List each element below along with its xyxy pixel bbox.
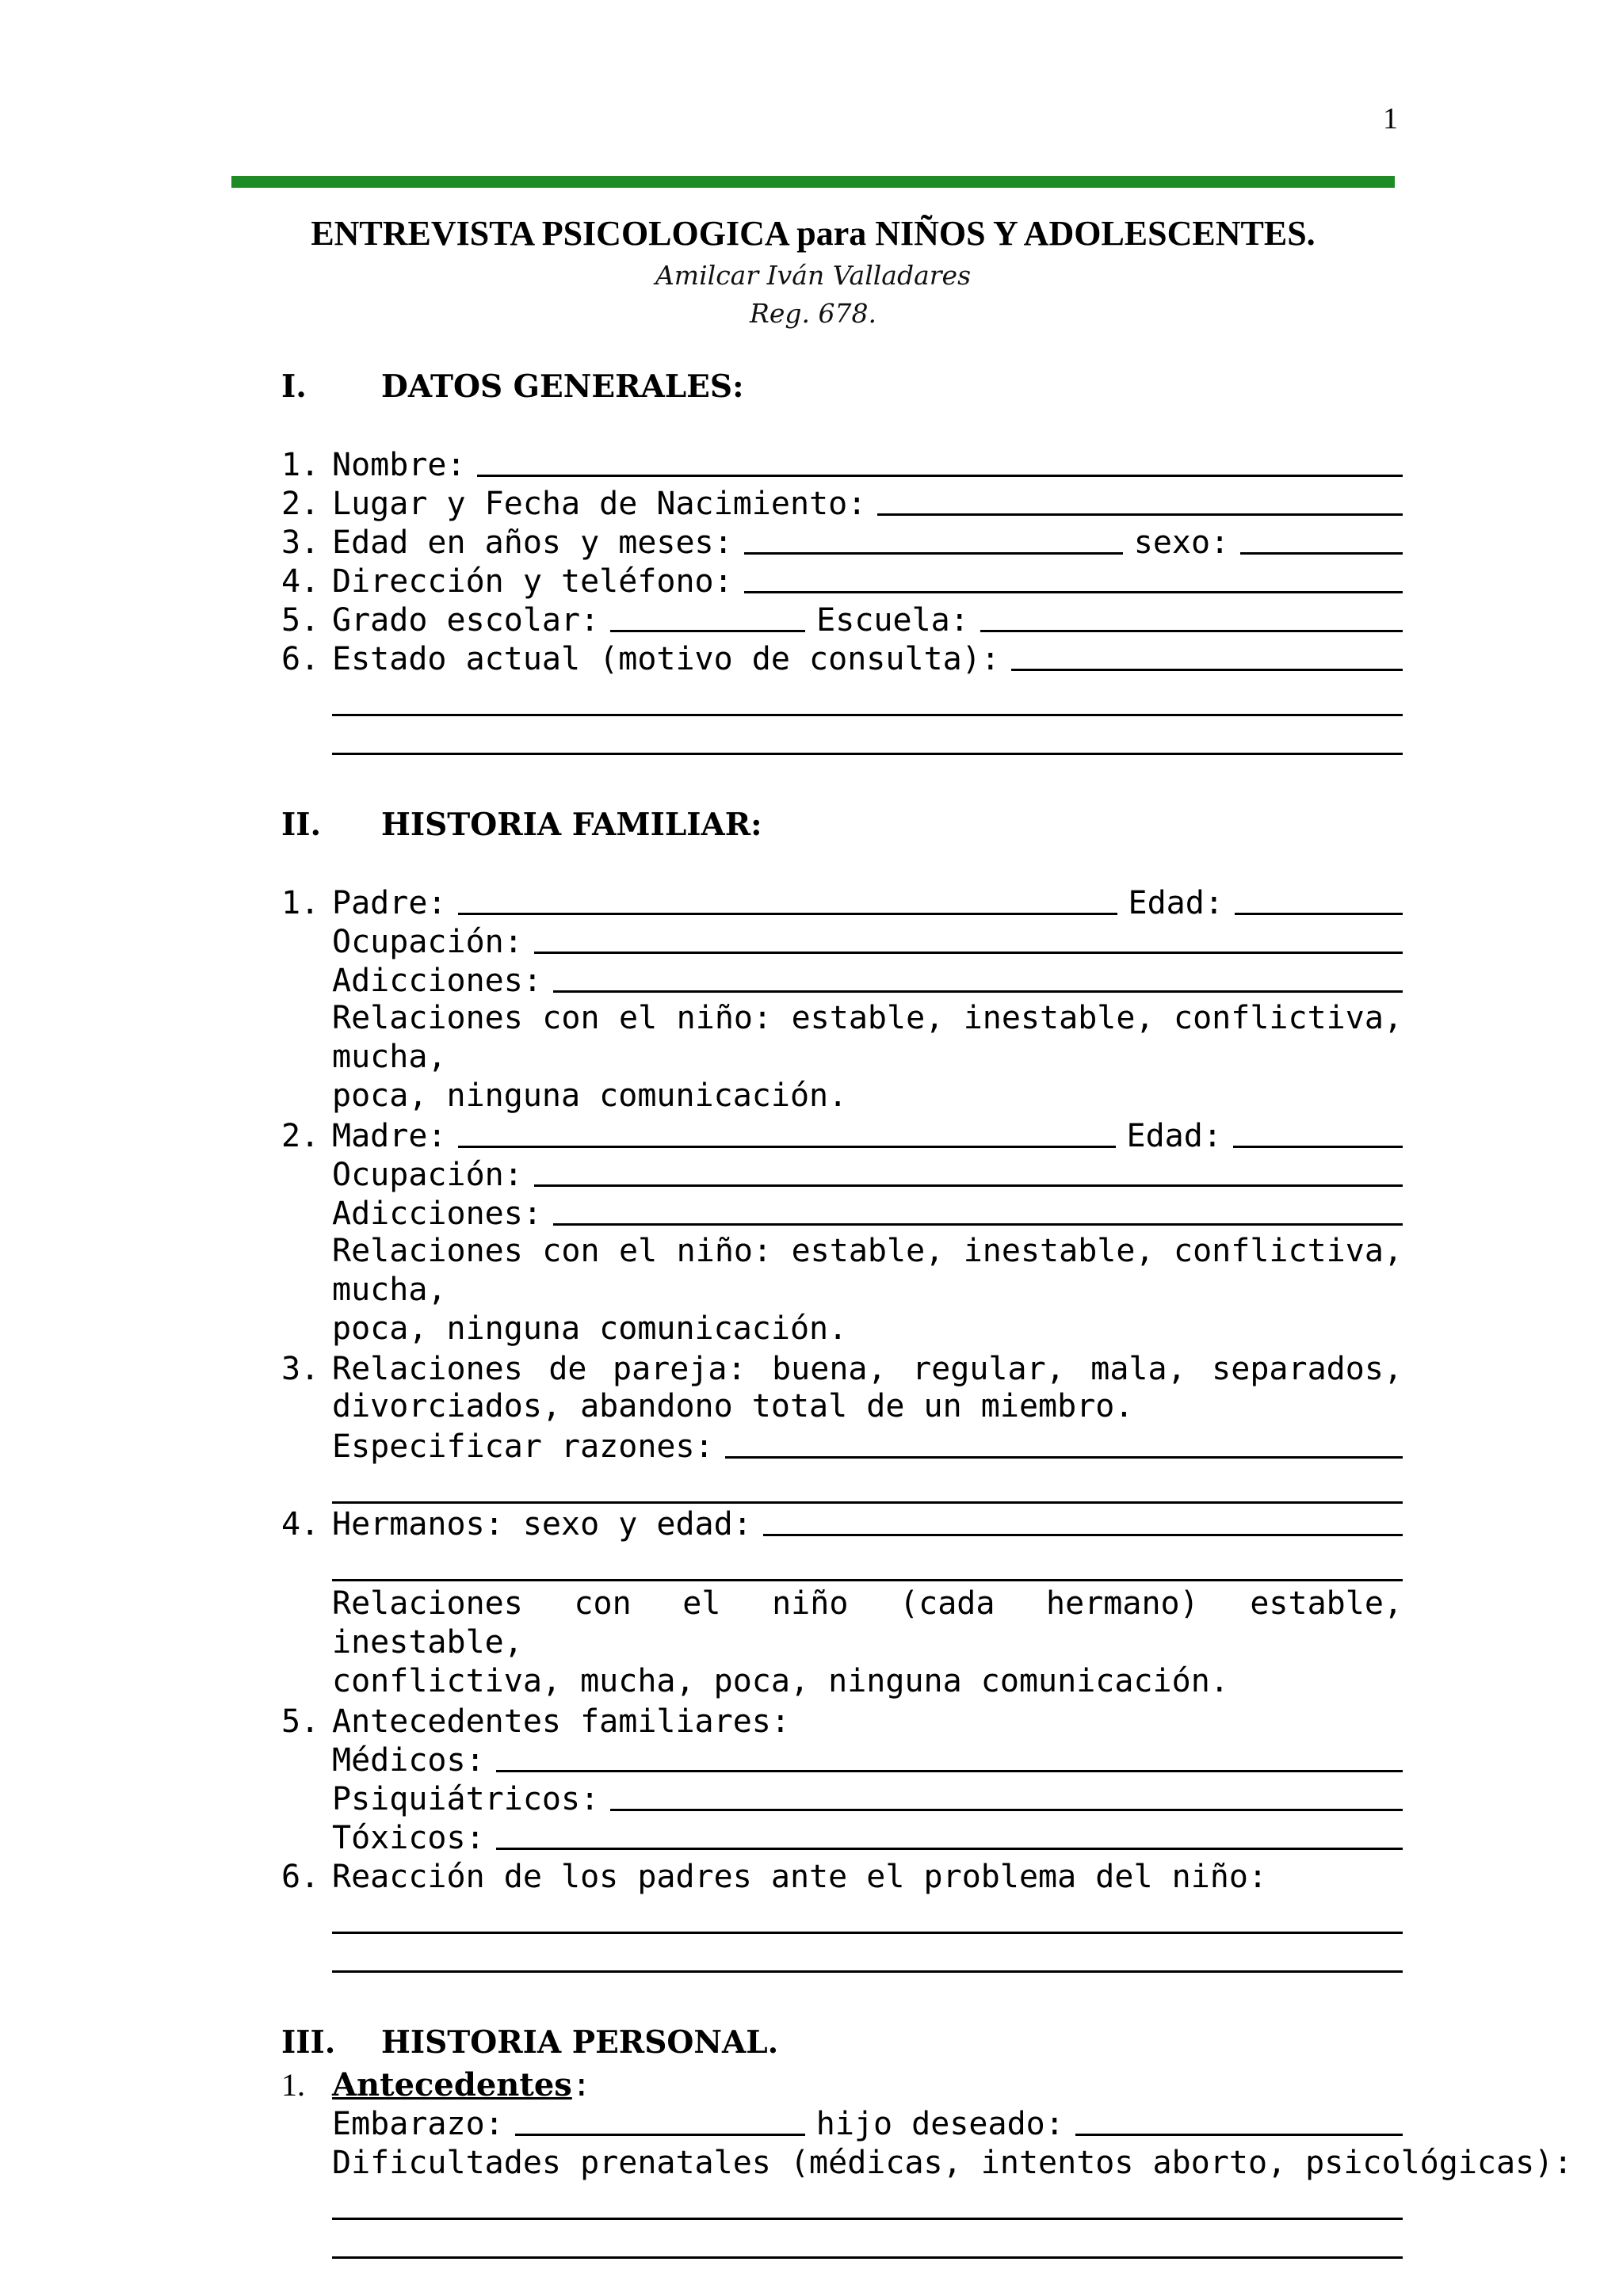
field-label: Tóxicos: [332, 1820, 485, 1856]
lugar-fecha-blank[interactable] [877, 513, 1403, 516]
item-number: 1. [281, 885, 320, 921]
field-label: Ocupación: [332, 924, 523, 960]
field-label: Nombre: [332, 447, 466, 483]
padre-relaciones-text: Relaciones con el niño: estable, inestable, conflictiva, mucha, [332, 1000, 1403, 1075]
field-hermanos [281, 1504, 1403, 1543]
hermanos-blank-line[interactable] [332, 1543, 1403, 1581]
item-number: 3. [281, 1351, 320, 1387]
item-number: 3. [281, 524, 320, 561]
document-title: ENTREVISTA PSICOLOGICA para NIÑOS Y ADOLESCENTES. [311, 214, 1316, 253]
madre-edad-blank[interactable] [1233, 1146, 1403, 1148]
item-number: 6. [281, 1859, 320, 1895]
field-lugar-fecha [281, 483, 1403, 522]
spacer [281, 847, 1403, 883]
field-label: Dirección y teléfono: [332, 563, 733, 600]
hermanos-relaciones-text: Relaciones con el niño (cada hermano) estable, inestable, [332, 1585, 1403, 1661]
field-label: Hermanos: sexo y edad: [332, 1506, 752, 1543]
estado-blank-line[interactable] [332, 677, 1403, 716]
field-label: Ocupación: [332, 1157, 523, 1193]
section-number: II. [281, 807, 322, 843]
madre-blank[interactable] [458, 1146, 1116, 1148]
field-toxicos [281, 1817, 1403, 1856]
estado-blank[interactable] [1011, 669, 1403, 671]
field-edad-sexo [281, 522, 1403, 561]
grado-blank[interactable] [610, 630, 805, 632]
item-number: 5. [281, 1703, 320, 1740]
author-name: Amilcar Iván Valladares [655, 260, 972, 291]
medicos-blank[interactable] [496, 1770, 1403, 1772]
estado-blank-line[interactable] [332, 716, 1403, 755]
reaccion-blank-line[interactable] [332, 1934, 1403, 1973]
toxicos-blank[interactable] [496, 1848, 1403, 1850]
psiquiatricos-blank[interactable] [610, 1809, 1403, 1811]
field-label: Edad en años y meses: [332, 524, 733, 561]
item-number: 2. [281, 1118, 320, 1154]
field-label: Antecedentes familiares: [332, 1703, 790, 1740]
field-label: Edad: [1126, 1118, 1222, 1154]
item-number: 1. [281, 2067, 305, 2103]
section-title: HISTORIA PERSONAL. [381, 2024, 779, 2061]
antecedentes-personales [281, 2065, 1403, 2103]
field-label: Reacción de los padres ante el problema del niño: [332, 1859, 1268, 1895]
field-embarazo [281, 2103, 1403, 2142]
pareja-text: divorciados, abandono total de un miembro. [332, 1388, 1134, 1425]
madre-ocupacion-blank[interactable] [534, 1184, 1403, 1187]
item-number: 4. [281, 1506, 320, 1543]
madre-relaciones-text: Relaciones con el niño: estable, inestable, conflictiva, mucha, [332, 1233, 1403, 1308]
spacer [281, 1973, 1403, 2020]
embarazo-blank[interactable] [515, 2134, 805, 2136]
field-label: Madre: [332, 1118, 447, 1154]
section-title: DATOS GENERALES: [381, 368, 744, 405]
hermanos-blank[interactable] [763, 1534, 1403, 1536]
field-grado-escuela [281, 600, 1403, 639]
field-nombre [281, 444, 1403, 483]
field-label: hijo deseado: [815, 2106, 1064, 2142]
direccion-blank[interactable] [744, 591, 1403, 593]
spacer [281, 755, 1403, 803]
field-label: Psiquiátricos: [332, 1781, 600, 1817]
field-label: Grado escolar: [332, 602, 600, 639]
madre-adicciones-blank[interactable] [553, 1223, 1403, 1226]
field-label: Embarazo: [332, 2106, 504, 2142]
field-padre-adicciones [281, 960, 1403, 999]
field-label: sexo: [1133, 524, 1230, 561]
relaciones-pareja [281, 1348, 1403, 1387]
padre-relaciones-text: poca, ninguna comunicación. [332, 1077, 848, 1114]
field-padre-ocupacion [281, 921, 1403, 960]
subsection-colon: : [571, 2067, 591, 2103]
especificar-blank[interactable] [725, 1456, 1403, 1459]
field-psiquiatricos [281, 1779, 1403, 1817]
dificultades-blank-line[interactable] [332, 2181, 1403, 2220]
header-rule [231, 176, 1395, 188]
section-heading-datos-generales [281, 364, 1403, 409]
sexo-blank[interactable] [1240, 552, 1403, 555]
field-madre-ocupacion [281, 1154, 1403, 1193]
madre-relaciones-text: poca, ninguna comunicación. [332, 1310, 848, 1347]
item-number: 2. [281, 486, 320, 522]
field-label: Adicciones: [332, 1196, 542, 1232]
hermanos-relaciones-text: conflictiva, mucha, poca, ninguna comunicación. [332, 1663, 1229, 1699]
document-header [231, 211, 1395, 333]
field-madre-adicciones [281, 1193, 1403, 1232]
field-label: Adicciones: [332, 963, 542, 999]
field-madre [281, 1116, 1403, 1154]
field-padre [281, 883, 1403, 921]
edad-blank[interactable] [744, 552, 1123, 555]
spacer [281, 409, 1403, 444]
field-medicos [281, 1740, 1403, 1779]
reaccion-padres [281, 1856, 1403, 1895]
padre-edad-blank[interactable] [1235, 913, 1403, 915]
page-number: 1 [1383, 102, 1398, 135]
section-title: HISTORIA FAMILIAR: [381, 807, 762, 843]
especificar-blank-line[interactable] [332, 1465, 1403, 1504]
field-label: Médicos: [332, 1742, 485, 1779]
padre-adicciones-blank[interactable] [553, 990, 1403, 993]
nombre-blank[interactable] [477, 475, 1403, 477]
registration-number: Reg. 678. [750, 298, 876, 329]
antecedentes-familiares [281, 1701, 1403, 1740]
dificultades-prenatales [281, 2142, 1573, 2181]
reaccion-blank-line[interactable] [332, 1895, 1403, 1934]
field-label: Especificar razones: [332, 1428, 714, 1465]
field-label: Lugar y Fecha de Nacimiento: [332, 486, 867, 522]
section-heading-historia-familiar [281, 803, 1403, 847]
pareja-text: Relaciones de pareja: buena, regular, mala, separados, [332, 1351, 1403, 1387]
item-number: 5. [281, 602, 320, 639]
item-number: 4. [281, 563, 320, 600]
field-label: Estado actual (motivo de consulta): [332, 641, 1000, 677]
escuela-blank[interactable] [980, 630, 1403, 632]
field-estado-actual [281, 639, 1403, 677]
field-direccion [281, 561, 1403, 600]
padre-ocupacion-blank[interactable] [534, 952, 1403, 954]
item-number: 1. [281, 447, 320, 483]
dificultades-blank-line[interactable] [332, 2220, 1403, 2259]
section-heading-historia-personal [281, 2020, 1403, 2065]
field-label: Escuela: [816, 602, 969, 639]
hijo-deseado-blank[interactable] [1075, 2134, 1403, 2136]
form-content [281, 364, 1573, 2259]
field-especificar-razones [281, 1426, 1403, 1465]
field-label: Edad: [1128, 885, 1224, 921]
subsection-title: Antecedentes [332, 2066, 572, 2103]
section-number: III. [281, 2024, 336, 2061]
padre-blank[interactable] [458, 913, 1117, 915]
item-number: 6. [281, 641, 320, 677]
section-number: I. [281, 368, 307, 405]
field-label: Padre: [332, 885, 447, 921]
field-label: Dificultades prenatales (médicas, intentos aborto, psicológicas): [332, 2145, 1573, 2181]
